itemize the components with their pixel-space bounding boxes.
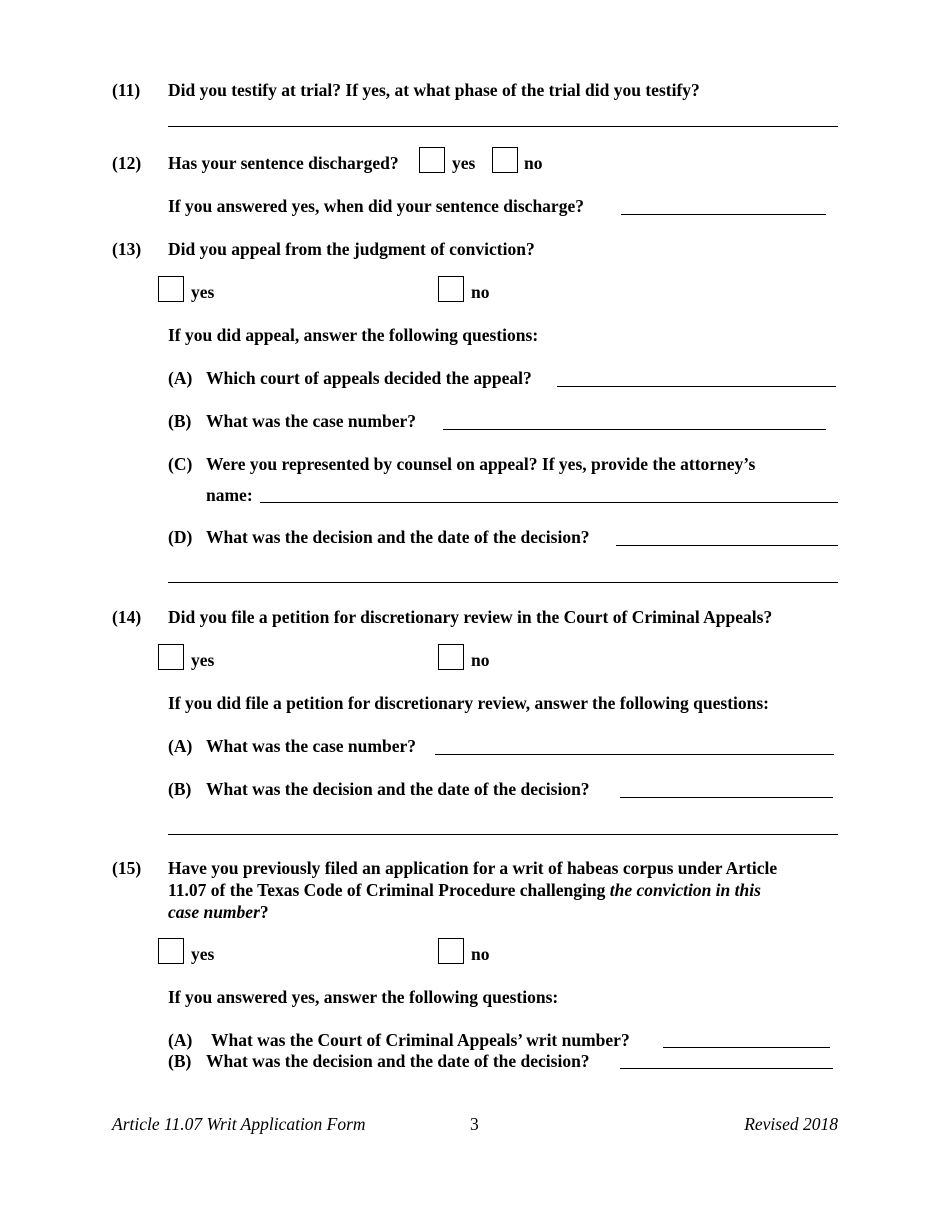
footer-revision-text: Revised 2018 xyxy=(744,1114,838,1134)
q13d-question: What was the decision and the date of the decision? xyxy=(206,527,590,547)
q15-line3-end: ? xyxy=(259,902,269,922)
q12-followup-question: If you answered yes, when did your sentence discharge? xyxy=(168,196,584,216)
q13-question: Did you appeal from the judgment of conviction? xyxy=(168,239,535,259)
q14-no-label: no xyxy=(471,650,490,670)
q14-question: Did you file a petition for discretionary review in the Court of Criminal Appeals? xyxy=(168,607,773,627)
q15b-answer-line[interactable] xyxy=(620,1068,833,1069)
q14b-question: What was the decision and the date of the decision? xyxy=(206,779,590,799)
footer-page-number: 3 xyxy=(470,1114,479,1134)
q11-question: Did you testify at trial? If yes, at what phase of the trial did you testify? xyxy=(168,80,700,100)
q13-intro: If you did appeal, answer the following questions: xyxy=(168,325,539,345)
q13c-name-label: name: xyxy=(206,485,253,505)
q12-yes-checkbox[interactable] xyxy=(419,147,445,173)
q15-yes-label: yes xyxy=(191,944,215,964)
q13b-question: What was the case number? xyxy=(206,411,416,431)
q15a-question: What was the Court of Criminal Appeals’ writ number? xyxy=(211,1030,630,1050)
q11-number: (11) xyxy=(112,80,141,100)
q13d-answer-line[interactable] xyxy=(616,545,838,546)
q15-yes-checkbox[interactable] xyxy=(158,938,184,964)
q15-number: (15) xyxy=(112,858,142,878)
q12-number: (12) xyxy=(112,153,142,173)
q13b-answer-line[interactable] xyxy=(443,429,826,430)
q15-question-line2 xyxy=(168,879,761,901)
q13c-question: Were you represented by counsel on appeal? If yes, provide the attorney’s xyxy=(206,454,756,474)
q14-yes-checkbox[interactable] xyxy=(158,644,184,670)
q14a-letter: (A) xyxy=(168,736,193,756)
footer-form-title-text: Article 11.07 Writ Application Form xyxy=(112,1114,366,1134)
q12-discharge-date-line[interactable] xyxy=(621,214,826,215)
q12-question: Has your sentence discharged? xyxy=(168,153,399,173)
q13a-question: Which court of appeals decided the appeal? xyxy=(206,368,532,388)
q15a-writ-number-line[interactable] xyxy=(663,1047,830,1048)
q14-no-checkbox[interactable] xyxy=(438,644,464,670)
q15-question-line3 xyxy=(168,901,269,923)
q15-line3-italic: case number xyxy=(168,902,260,922)
q13a-letter: (A) xyxy=(168,368,193,388)
q12-yes-label: yes xyxy=(452,153,476,173)
footer-revision xyxy=(744,1113,838,1135)
q13-no-label: no xyxy=(471,282,490,302)
footer-form-title xyxy=(112,1113,366,1135)
q15a-letter: (A) xyxy=(168,1030,193,1050)
q15-question-line1: Have you previously filed an application for a writ of habeas corpus under Article xyxy=(168,858,778,878)
q14a-answer-line[interactable] xyxy=(435,754,834,755)
q15-no-checkbox[interactable] xyxy=(438,938,464,964)
q13-no-checkbox[interactable] xyxy=(438,276,464,302)
q15b-question: What was the decision and the date of the decision? xyxy=(206,1051,590,1071)
q14-yes-label: yes xyxy=(191,650,215,670)
q13c-letter: (C) xyxy=(168,454,193,474)
q13d-letter: (D) xyxy=(168,527,193,547)
q14a-question: What was the case number? xyxy=(206,736,416,756)
q13-yes-label: yes xyxy=(191,282,215,302)
q13d-answer-line-2[interactable] xyxy=(168,582,838,583)
q13a-answer-line[interactable] xyxy=(557,386,836,387)
q15-no-label: no xyxy=(471,944,490,964)
q14b-answer-line[interactable] xyxy=(620,797,833,798)
q13c-attorney-name-line[interactable] xyxy=(260,502,838,503)
q15-line2-plain: 11.07 of the Texas Code of Criminal Procedure challenging xyxy=(168,880,610,900)
q15b-letter: (B) xyxy=(168,1051,192,1071)
q15-intro: If you answered yes, answer the following questions: xyxy=(168,987,559,1007)
q13-yes-checkbox[interactable] xyxy=(158,276,184,302)
q12-no-checkbox[interactable] xyxy=(492,147,518,173)
q13b-letter: (B) xyxy=(168,411,192,431)
q14b-letter: (B) xyxy=(168,779,192,799)
q13-number: (13) xyxy=(112,239,142,259)
q14-number: (14) xyxy=(112,607,142,627)
q15-line2-italic: the conviction in this xyxy=(609,880,761,900)
q12-no-label: no xyxy=(524,153,543,173)
q11-answer-line[interactable] xyxy=(168,126,838,127)
q14-intro: If you did file a petition for discretionary review, answer the following questions: xyxy=(168,693,769,713)
q14b-answer-line-2[interactable] xyxy=(168,834,838,835)
